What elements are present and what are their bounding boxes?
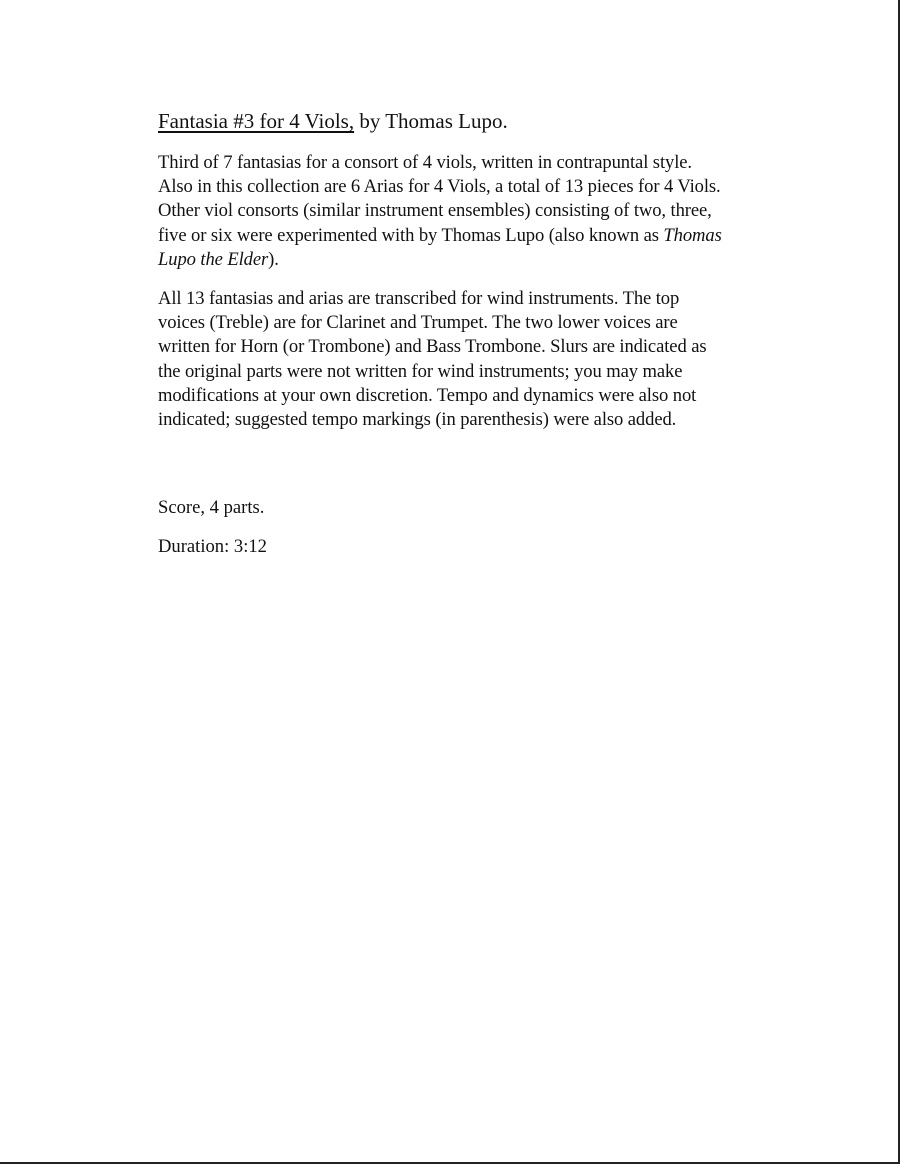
document-content	[158, 108, 798, 574]
paragraph-line: voices (Treble) are for Clarinet and Trumpet. The two lower voices are	[158, 312, 678, 334]
paragraph-line: Also in this collection are 6 Arias for 4 Viols, a total of 13 pieces for 4 Viols.	[158, 176, 721, 198]
paragraph-line: modifications at your own discretion. Tempo and dynamics were also not	[158, 384, 697, 406]
score-parts: Score, 4 parts.	[158, 497, 265, 519]
paragraph-line: Other viol consorts (similar instrument ensembles) consisting of two, three,	[158, 200, 712, 222]
paragraph-line	[158, 248, 798, 272]
alias-italic: Thomas	[663, 224, 722, 246]
paragraph-line: written for Horn (or Trombone) and Bass Trombone. Slurs are indicated as	[158, 336, 707, 358]
description-paragraph	[158, 151, 798, 272]
paragraph-text: ).	[268, 248, 279, 270]
title-work: Fantasia #3 for 4 Viols,	[158, 109, 355, 133]
title-author: by Thomas Lupo.	[354, 109, 508, 133]
alias-italic: Lupo the Elder	[158, 248, 269, 270]
paragraph-line: All 13 fantasias and arias are transcribed for wind instruments. The top	[158, 288, 680, 310]
paragraph-line	[158, 224, 798, 248]
paragraph-line: indicated; suggested tempo markings (in parenthesis) were also added.	[158, 409, 677, 431]
spacer	[158, 447, 798, 496]
paragraph-line: Third of 7 fantasias for a consort of 4 viols, written in contrapuntal style.	[158, 152, 692, 173]
document-title	[158, 108, 798, 134]
transcription-paragraph	[158, 287, 798, 432]
paragraph-line: the original parts were not written for wind instruments; you may make	[158, 360, 683, 382]
paragraph-text: five or six were experimented with by Thomas Lupo (also known as	[158, 224, 664, 246]
duration: Duration: 3:12	[158, 536, 267, 558]
